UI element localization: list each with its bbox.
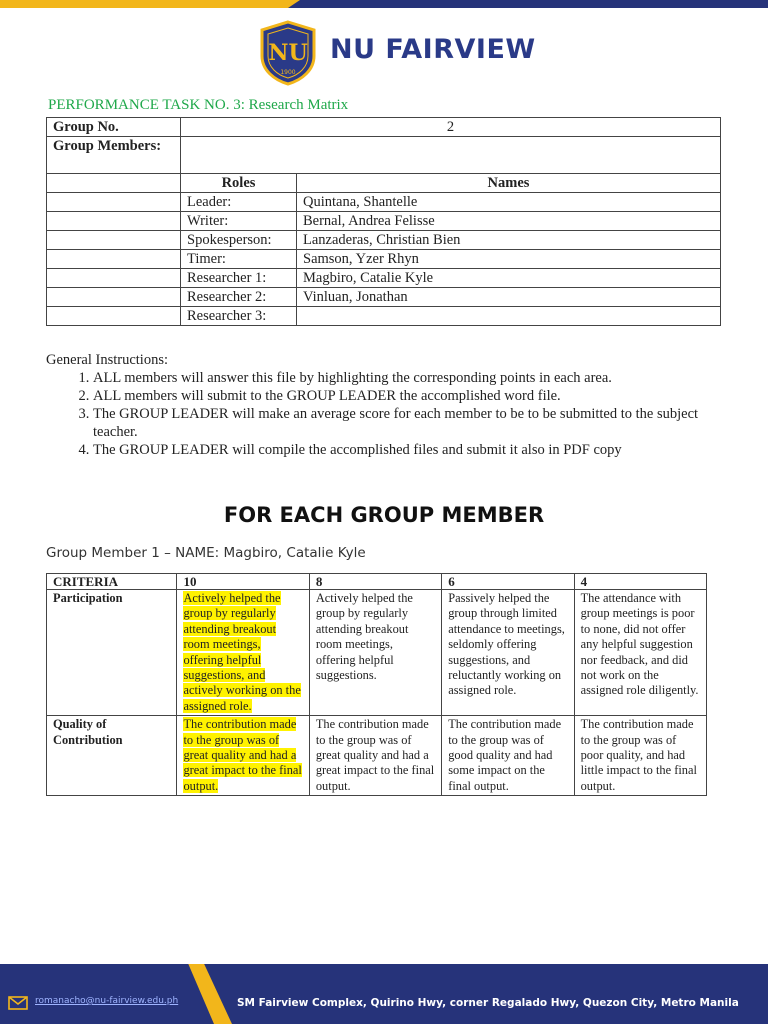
table-row — [47, 269, 721, 288]
rubric-cell: The contribution made to the group was of great quality and had a great impact to the final output. — [309, 716, 441, 796]
rubric-header-score: 4 — [574, 574, 706, 590]
group-members-label: Group Members: — [47, 137, 181, 174]
rubric-cell: Passively helped the group through limited attendance to meetings, seldomly offering suggestions, and reluctantly working on assigned role. — [442, 590, 574, 716]
name-cell: Vinluan, Jonathan — [297, 288, 721, 307]
instruction-item: 1. ALL members will answer this file by highlighting the corresponding points in each area. — [93, 369, 726, 387]
group-no-label: Group No. — [47, 118, 181, 137]
rubric-table — [46, 573, 707, 796]
table-row — [47, 137, 721, 174]
table-row — [47, 193, 721, 212]
group-no-value: 2 — [181, 118, 721, 137]
logo-year: 1900 — [280, 69, 296, 76]
rubric-header-row — [47, 574, 707, 590]
table-row — [47, 288, 721, 307]
role-cell: Researcher 3: — [181, 307, 297, 326]
instruction-item: 4. The GROUP LEADER will compile the accomplished files and submit it also in PDF copy — [93, 441, 726, 459]
instructions-heading: General Instructions: — [46, 352, 169, 368]
rubric-cell — [177, 716, 309, 796]
name-cell: Magbiro, Catalie Kyle — [297, 269, 721, 288]
table-row — [47, 307, 721, 326]
table-row — [47, 250, 721, 269]
name-cell: Bernal, Andrea Felisse — [297, 212, 721, 231]
brand-name: NU FAIRVIEW — [330, 34, 536, 65]
role-cell: Timer: — [181, 250, 297, 269]
task-title: PERFORMANCE TASK NO. 3: Research Matrix — [48, 97, 349, 113]
table-row — [47, 118, 721, 137]
highlighted-choice: The contribution made to the group was of great quality and had a great impact to the final output. — [183, 717, 302, 793]
empty-cell — [47, 250, 181, 269]
group-info-table — [46, 117, 721, 326]
empty-cell — [47, 307, 181, 326]
footer-inner-band — [0, 964, 214, 1024]
instruction-item: 3. The GROUP LEADER will make an average score for each member to be to be submitted to the subject teacher. — [93, 405, 726, 441]
footer-address: SM Fairview Complex, Quirino Hwy, corner Regalado Hwy, Quezon City, Metro Manila — [237, 997, 739, 1009]
criteria-label: Quality of Contribution — [47, 716, 177, 796]
roles-header: Roles — [181, 174, 297, 193]
highlighted-choice: Actively helped the group by regularly attending breakout room meetings, offering helpful suggestions, and actively working on the assigned role. — [183, 591, 301, 713]
criteria-label: Participation — [47, 590, 177, 716]
nu-shield-logo — [258, 20, 318, 86]
footer-email-link[interactable]: romanacho@nu-fairview.edu.ph — [35, 996, 179, 1006]
group-members-value — [181, 137, 721, 174]
section-title: FOR EACH GROUP MEMBER — [223, 503, 545, 527]
role-cell: Researcher 1: — [181, 269, 297, 288]
header-accent-band — [0, 0, 300, 8]
table-row — [47, 174, 721, 193]
empty-cell — [47, 231, 181, 250]
empty-cell — [47, 174, 181, 193]
table-row — [47, 231, 721, 250]
rubric-header-score: 10 — [177, 574, 309, 590]
names-header: Names — [297, 174, 721, 193]
logo-letters: NU — [268, 40, 308, 66]
member-name-line: Group Member 1 – NAME: Magbiro, Catalie Kyle — [46, 545, 366, 561]
empty-cell — [47, 269, 181, 288]
rubric-row-quality — [47, 716, 707, 796]
rubric-header-criteria: CRITERIA — [47, 574, 177, 590]
table-row — [47, 212, 721, 231]
name-cell: Samson, Yzer Rhyn — [297, 250, 721, 269]
rubric-cell: The contribution made to the group was of poor quality, and had little impact to the final output. — [574, 716, 706, 796]
rubric-cell: Actively helped the group by regularly attending breakout room meetings, offering helpful suggestions. — [309, 590, 441, 716]
rubric-header-score: 8 — [309, 574, 441, 590]
rubric-cell — [177, 590, 309, 716]
name-cell: Quintana, Shantelle — [297, 193, 721, 212]
empty-cell — [47, 288, 181, 307]
rubric-cell: The contribution made to the group was of good quality and had some impact on the final output. — [442, 716, 574, 796]
rubric-row-participation — [47, 590, 707, 716]
instructions-list — [46, 369, 726, 459]
instruction-item: 2. ALL members will submit to the GROUP LEADER the accomplished word file. — [93, 387, 726, 405]
general-instructions — [46, 351, 726, 459]
rubric-header-score: 6 — [442, 574, 574, 590]
role-cell: Researcher 2: — [181, 288, 297, 307]
role-cell: Writer: — [181, 212, 297, 231]
mail-icon — [8, 996, 28, 1010]
empty-cell — [47, 212, 181, 231]
name-cell — [297, 307, 721, 326]
rubric-cell: The attendance with group meetings is poor to none, did not offer any helpful suggestion nor feedback, and did not work on the assigned role diligently. — [574, 590, 706, 716]
empty-cell — [47, 193, 181, 212]
role-cell: Leader: — [181, 193, 297, 212]
role-cell: Spokesperson: — [181, 231, 297, 250]
name-cell: Lanzaderas, Christian Bien — [297, 231, 721, 250]
